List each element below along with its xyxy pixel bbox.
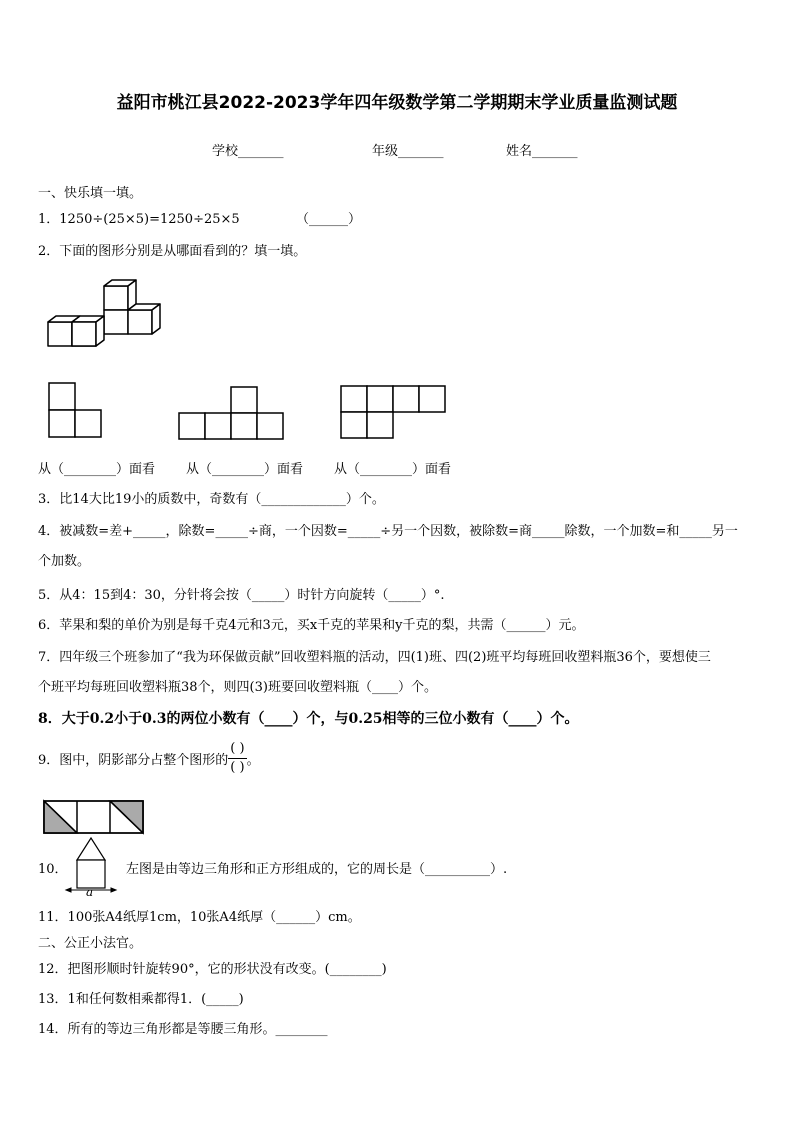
fraction-blank: [228, 740, 246, 777]
view-figure-1: [48, 382, 104, 440]
question-9-end: 。: [246, 753, 260, 768]
page-title: 益阳市桃江县2022-2023学年四年级数学第二学期期末学业质量监测试题: [116, 93, 678, 113]
section-2-heading: 二、公正小法官。: [38, 936, 143, 951]
view-label-3: 从（________）面看: [334, 462, 452, 477]
question-5: 5．从4：15到4：30，分针将会按（_____）时针方向旋转（_____）°.: [38, 588, 445, 603]
question-14: 14．所有的等边三角形都是等腰三角形。________: [38, 1022, 328, 1037]
section-1-heading: 一、快乐填一填。: [38, 186, 143, 201]
question-6: 6．苹果和梨的单价为别是每千克4元和3元，买x千克的苹果和y千克的梨，共需（______）元。: [38, 618, 585, 633]
grade-field: 年级_______: [372, 144, 444, 159]
question-12: 12．把图形顺时针旋转90°，它的形状没有改变。(________): [38, 962, 387, 977]
question-10-text: 左图是由等边三角形和正方形组成的，它的周长是（__________）.: [126, 862, 508, 877]
question-10-number: 10．: [38, 862, 68, 877]
view-figure-3: [340, 385, 450, 441]
question-4-line-1: 4．被减数=差+_____，除数=_____÷商，一个因数=_____÷另一个因数，被除数=商_____除数，一个加数=和_____另一: [38, 524, 738, 539]
question-9-text: 9．图中，阴影部分占整个图形的: [38, 753, 229, 768]
fraction-numerator: ( ): [228, 740, 246, 759]
view-figure-2: [178, 386, 286, 442]
house-shape-figure: [64, 836, 120, 898]
cube-stack-figure: [40, 276, 170, 356]
name-field: 姓名_______: [506, 144, 578, 159]
shaded-rectangle-figure: [43, 800, 145, 836]
question-1-text: 1．1250÷(25×5)=1250÷25×5: [38, 212, 240, 227]
question-13: 13．1和任何数相乘都得1．(_____): [38, 992, 244, 1007]
question-7-line-1: 7．四年级三个班参加了“我为环保做贡献”回收塑料瓶的活动，四(1)班、四(2)班平均每班回收塑料瓶36个，要想使三: [38, 650, 711, 665]
question-8: 8．大于0.2小于0.3的两位小数有（____）个，与0.25相等的三位小数有（____）个。: [38, 711, 579, 727]
view-label-2: 从（________）面看: [186, 462, 304, 477]
question-9: [38, 740, 260, 777]
view-label-1: 从（________）面看: [38, 462, 156, 477]
question-11: 11．100张A4纸厚1cm，10张A4纸厚（______）cm。: [38, 910, 361, 925]
question-7-line-2: 个班平均每班回收塑料瓶38个，则四(3)班要回收塑料瓶（____）个。: [38, 680, 437, 695]
question-1-blank: （______）: [296, 212, 362, 227]
question-4-line-2: 个加数。: [38, 554, 91, 569]
fraction-denominator: ( ): [230, 760, 245, 775]
question-3: 3．比14大比19小的质数中，奇数有（_____________）个。: [38, 492, 385, 507]
school-field: 学校_______: [212, 144, 284, 159]
question-1: [38, 208, 240, 227]
side-label-a: a: [86, 885, 94, 899]
question-2: 2．下面的图形分别是从哪面看到的？填一填。: [38, 244, 307, 259]
